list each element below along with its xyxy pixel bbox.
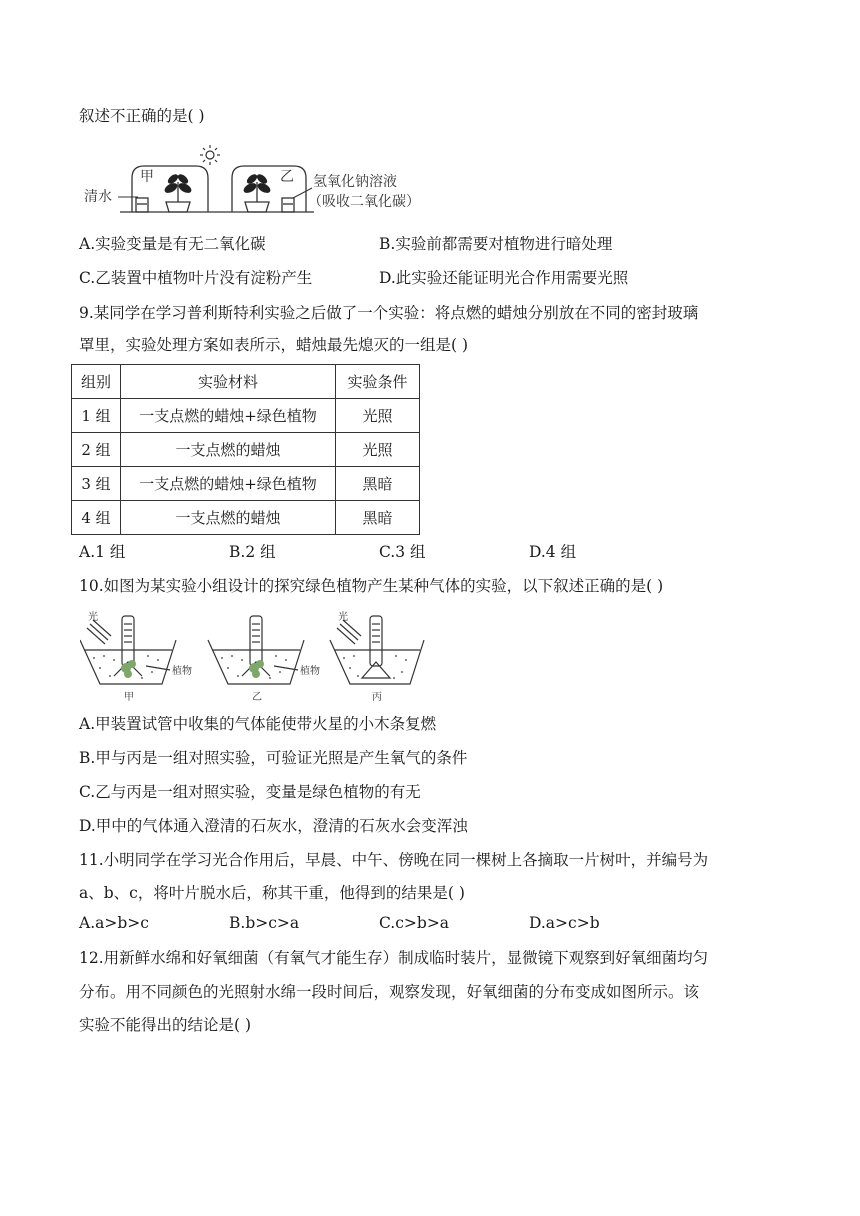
q10-test-tube-figure <box>80 606 430 704</box>
q9-option-a[interactable]: A.1 组 <box>79 543 126 561</box>
q12-stem-line2: 分布。用不同颜色的光照射水绵一段时间后，观察发现，好氧细菌的分布变成如图所示。该 <box>79 983 700 1001</box>
q8-label-yi: 乙 <box>280 169 294 185</box>
q11-option-a[interactable]: A.a>b>c <box>79 914 149 932</box>
q8-option-a[interactable]: A.实验变量是有无二氧化碳 <box>79 235 266 253</box>
q10-option-a[interactable]: A.甲装置试管中收集的气体能使带火星的小木条复燃 <box>79 715 437 733</box>
q8-option-c[interactable]: C.乙装置中植物叶片没有淀粉产生 <box>79 269 313 287</box>
q9-stem-line1: 9.某同学在学习普利斯特利实验之后做了一个实验：将点燃的蜡烛分别放在不同的密封玻璃 <box>79 304 699 322</box>
q9-option-b[interactable]: B.2 组 <box>229 543 276 561</box>
table-cell: 光照 <box>336 433 420 467</box>
header-material: 实验材料 <box>121 365 336 399</box>
q8-label-jia: 甲 <box>140 169 154 185</box>
table-cell: 光照 <box>336 399 420 433</box>
header-group: 组别 <box>72 365 121 399</box>
q10-option-c[interactable]: C.乙与丙是一组对照实验，变量是绿色植物的有无 <box>79 783 421 801</box>
q10-label-light-jia: 光 <box>88 612 98 623</box>
q11-option-c[interactable]: C.c>b>a <box>379 914 450 932</box>
q8-option-d[interactable]: D.此实验还能证明光合作用需要光照 <box>379 269 629 287</box>
q11-stem-line1: 11.小明同学在学习光合作用后，早晨、中午、傍晚在同一棵树上各摘取一片树叶，并编号为 <box>79 851 709 869</box>
table-cell: 一支点燃的蜡烛+绿色植物 <box>121 399 336 433</box>
q8-stem-tail: 叙述不正确的是( ) <box>79 107 205 125</box>
table-row <box>72 433 420 467</box>
q10-label-plant-jia: 植物 <box>172 666 192 677</box>
table-row <box>72 467 420 501</box>
q10-label-bing: 丙 <box>372 692 382 703</box>
q9-option-c[interactable]: C.3 组 <box>379 543 426 561</box>
table-cell: 一支点燃的蜡烛 <box>121 501 336 535</box>
q12-stem-line3: 实验不能得出的结论是( ) <box>79 1016 252 1034</box>
table-cell: 4 组 <box>72 501 121 535</box>
q8-option-b[interactable]: B.实验前都需要对植物进行暗处理 <box>379 235 613 253</box>
q12-stem-line1: 12.用新鲜水绵和好氧细菌（有氧气才能生存）制成临时装片，显微镜下观察到好氧细菌均匀 <box>79 949 709 967</box>
q8-bell-jar-figure <box>80 144 440 220</box>
q8-label-absorb: （吸收二氧化碳） <box>308 194 420 210</box>
q8-label-naoh: 氢氧化钠溶液 <box>313 174 397 190</box>
table-cell: 一支点燃的蜡烛+绿色植物 <box>121 467 336 501</box>
table-cell: 1 组 <box>72 399 121 433</box>
q10-stem: 10.如图为某实验小组设计的探究绿色植物产生某种气体的实验，以下叙述正确的是( ) <box>79 577 664 595</box>
q11-option-b[interactable]: B.b>c>a <box>229 914 300 932</box>
table-row <box>72 399 420 433</box>
q10-label-plant-yi: 植物 <box>300 666 320 677</box>
table-header-row <box>72 365 420 399</box>
q9-experiment-table <box>71 364 420 535</box>
sun-icon <box>200 145 220 165</box>
q10-option-b[interactable]: B.甲与丙是一组对照实验，可验证光照是产生氧气的条件 <box>79 749 468 767</box>
q10-label-light-bing: 光 <box>338 612 348 623</box>
table-cell: 黑暗 <box>336 501 420 535</box>
q9-stem-line2: 罩里，实验处理方案如表所示，蜡烛最先熄灭的一组是( ) <box>79 336 469 354</box>
q10-option-d[interactable]: D.甲中的气体通入澄清的石灰水，澄清的石灰水会变浑浊 <box>79 817 468 835</box>
table-cell: 一支点燃的蜡烛 <box>121 433 336 467</box>
table-cell: 黑暗 <box>336 467 420 501</box>
table-cell: 3 组 <box>72 467 121 501</box>
header-condition: 实验条件 <box>336 365 420 399</box>
q10-label-yi: 乙 <box>252 692 262 703</box>
table-row <box>72 501 420 535</box>
q11-option-d[interactable]: D.a>c>b <box>529 914 600 932</box>
q9-option-d[interactable]: D.4 组 <box>529 543 577 561</box>
q8-label-water: 清水 <box>84 189 112 205</box>
table-cell: 2 组 <box>72 433 121 467</box>
q11-stem-line2: a、b、c，将叶片脱水后，称其干重，他得到的结果是( ) <box>79 884 465 902</box>
q10-label-jia: 甲 <box>124 692 134 703</box>
